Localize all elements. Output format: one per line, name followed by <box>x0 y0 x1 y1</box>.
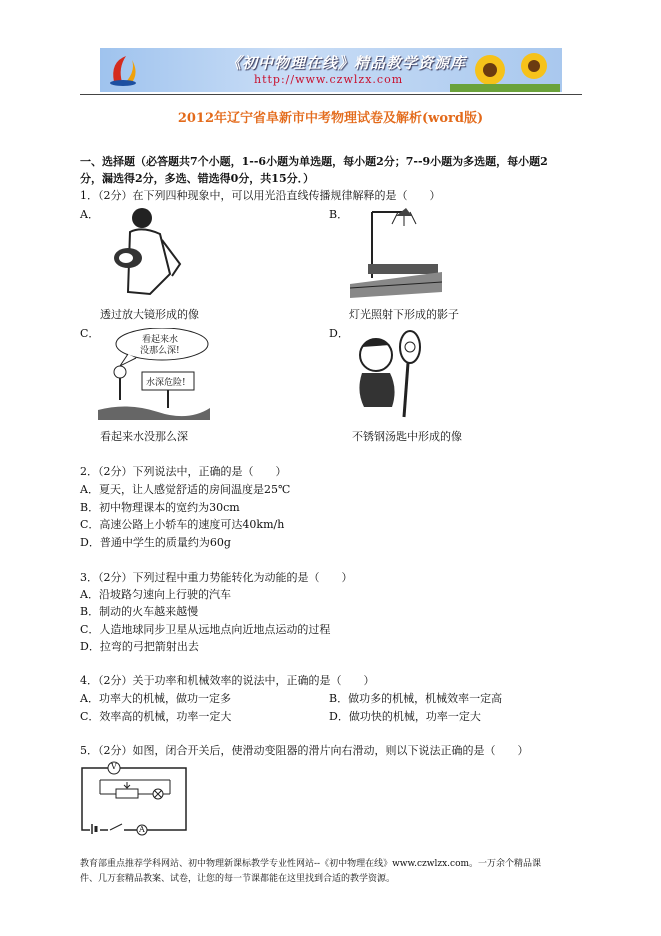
q4-option-d: D．做功快的机械，功率一定大 <box>329 710 481 723</box>
bubble-text-1: 看起来水 <box>142 335 179 345</box>
q3-option-a: A．沿坡路匀速向上行驶的汽车 <box>80 588 231 601</box>
ammeter-label: A <box>139 825 145 834</box>
q1-stem: 1．（2分）在下列四种现象中，可以用光沿直线传播规律解释的是（ ） <box>80 189 441 202</box>
danger-sign-text: 水深危险! <box>146 378 186 388</box>
q3-option-b: B．制动的火车越来越慢 <box>80 605 199 618</box>
q4-stem: 4．（2分）关于功率和机械效率的说法中，正确的是（ ） <box>80 674 375 687</box>
shallow-water-image <box>98 328 210 420</box>
q2-option-b: B．初中物理课本的宽约为30cm <box>80 501 240 514</box>
document-title: 2012年辽宁省阜新市中考物理试卷及解析(word版) <box>177 111 484 126</box>
q1-caption-b: 灯光照射下形成的影子 <box>349 308 459 321</box>
q1-option-c-label: C． <box>80 327 100 340</box>
section-heading-line1: 一、选择题（必答题共7个小题，1--6小题为单选题，每小题2分；7--9小题为多选题，每小题2 <box>80 155 548 168</box>
q1-caption-a: 透过放大镜形成的像 <box>100 308 199 321</box>
q2-stem: 2．（2分）下列说法中，正确的是（ ） <box>80 465 287 478</box>
q1-caption-d: 不锈钢汤匙中形成的像 <box>352 430 462 443</box>
streetlight-shadow-image <box>350 204 442 298</box>
q2-option-d: D．普通中学生的质量约为60g <box>80 536 231 549</box>
magnifier-image <box>100 204 190 300</box>
circuit-diagram <box>80 760 190 836</box>
footer-line2: 件、几万套精品教案、试卷，让您的每一节课都能在这里找到合适的教学资源。 <box>80 874 396 884</box>
bubble-text-2: 没那么深! <box>140 346 180 356</box>
q1-option-b-label: B． <box>329 208 349 221</box>
q1-option-a-label: A． <box>80 208 99 221</box>
site-logo-icon <box>106 52 140 88</box>
footer-line1: 教育部重点推荐学科网站、初中物理新课标教学专业性网站--《初中物理在线》www.czwlzx.com。一万余个精品课 <box>80 859 542 869</box>
spoon-reflection-image <box>352 325 434 421</box>
q1-option-d-label: D． <box>329 327 349 340</box>
q2-option-c: C．高速公路上小轿车的速度可达40km/h <box>80 518 285 531</box>
q2-option-a: A．夏天，让人感觉舒适的房间温度是25℃ <box>80 483 291 496</box>
banner-title: 《初中物理在线》精品教学资源库 <box>226 54 467 72</box>
q3-option-d: D．拉弯的弓把箭射出去 <box>80 640 199 653</box>
circuit-wires <box>80 760 190 836</box>
header-divider <box>80 94 582 95</box>
q4-option-a: A．功率大的机械，做功一定多 <box>80 692 231 705</box>
q3-option-c: C．人造地球同步卫星从远地点向近地点运动的过程 <box>80 623 331 636</box>
q5-stem: 5．（2分）如图，闭合开关后，使滑动变阻器的滑片向右滑动，则以下说法正确的是（ ） <box>80 744 529 757</box>
banner-url: http://www.czwlzx.com <box>254 73 404 86</box>
q3-stem: 3．（2分）下列过程中重力势能转化为动能的是（ ） <box>80 571 353 584</box>
q4-option-b: B．做功多的机械，机械效率一定高 <box>329 692 503 705</box>
sunflower-decoration-icon <box>450 50 560 92</box>
header-banner <box>100 48 562 92</box>
voltmeter-label: V <box>111 762 117 771</box>
section-heading-line2: 分，漏选得2分，多选、错选得0分，共15分．） <box>80 172 315 185</box>
q1-caption-c: 看起来水没那么深 <box>100 430 188 443</box>
q4-option-c: C．效率高的机械，功率一定大 <box>80 710 232 723</box>
